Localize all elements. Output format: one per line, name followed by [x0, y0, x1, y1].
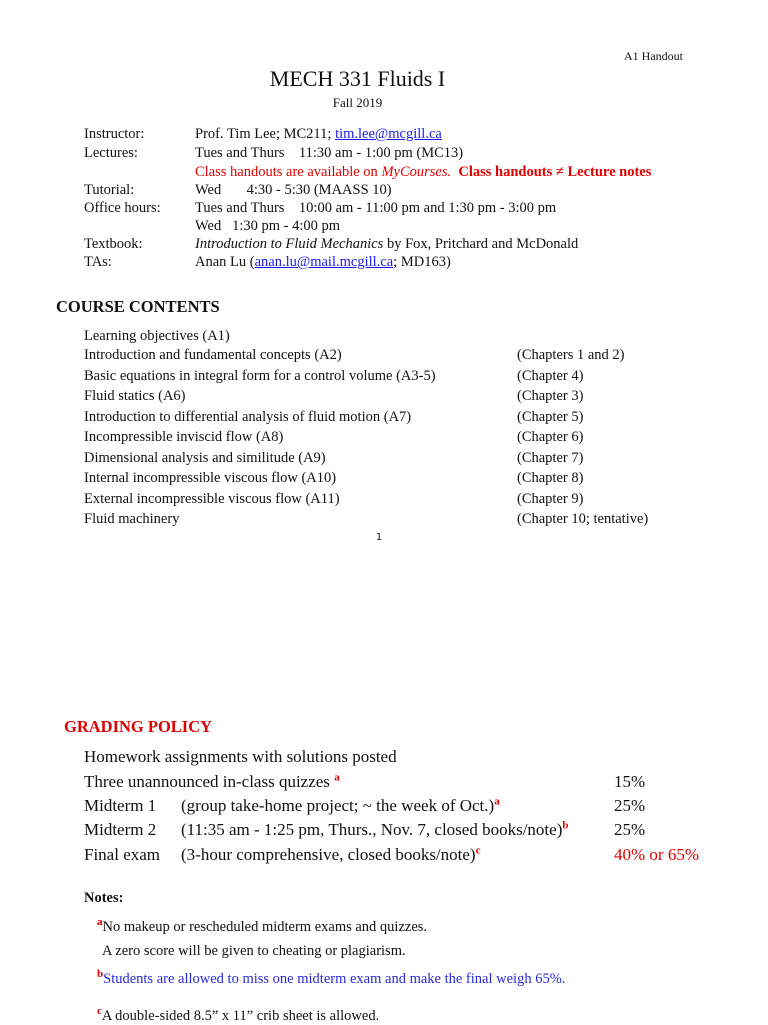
instructor-email-link[interactable]: tim.lee@mcgill.ca — [335, 126, 442, 142]
note-a-line2: A zero score will be given to cheating or plagiarism. — [102, 943, 406, 959]
note-c — [97, 1005, 380, 1025]
course-topic: Incompressible inviscid flow (A8) — [84, 429, 284, 445]
course-topic: Learning objectives (A1) — [84, 328, 230, 344]
tas-value — [195, 254, 451, 271]
course-chapter: (Chapter 5) — [517, 409, 584, 425]
note-b-text: Students are allowed to miss one midterm exam and make the final weigh 65%. — [103, 971, 566, 987]
page-number: 1 — [375, 532, 383, 543]
footnote-mark: b — [562, 819, 569, 832]
notes-heading: Notes: — [84, 890, 124, 906]
grading-percent: 25% — [614, 820, 646, 839]
grading-item-quizzes — [84, 772, 340, 792]
ta-office: ; MD163) — [393, 254, 451, 270]
grading-detail-text: (3-hour comprehensive, closed books/note) — [181, 845, 476, 864]
course-topic: Internal incompressible viscous flow (A10) — [84, 470, 337, 486]
footnote-mark: a — [334, 771, 340, 784]
course-topic: Fluid machinery — [84, 511, 180, 527]
note-a-line1: No makeup or rescheduled midterm exams and quizzes. — [102, 919, 428, 935]
grading-policy-heading: GRADING POLICY — [64, 717, 213, 736]
handout-label: A1 Handout — [624, 49, 683, 63]
textbook-label: Textbook: — [84, 236, 143, 252]
course-chapter: (Chapter 10; tentative) — [517, 511, 649, 527]
instructor-text: Prof. Tim Lee; MC211; — [195, 126, 336, 142]
course-chapter: (Chapters 1 and 2) — [517, 347, 625, 363]
grading-detail-text: (group take-home project; ~ the week of Oct.) — [181, 796, 495, 815]
grading-item-detail — [181, 820, 568, 840]
handouts-bold-a: Class handouts — [458, 164, 553, 180]
course-chapter: (Chapter 8) — [517, 470, 584, 486]
term-label: Fall 2019 — [332, 95, 383, 110]
grading-percent: 40% or 65% — [614, 845, 699, 864]
grading-item-homework: Homework assignments with solutions posted — [84, 747, 397, 766]
grading-percent: 25% — [614, 796, 646, 815]
instructor-label: Instructor: — [84, 126, 145, 142]
grading-item-final: Final exam — [84, 845, 161, 864]
footnote-mark: b — [97, 968, 104, 981]
course-chapter: (Chapter 9) — [517, 491, 584, 507]
office-hours-label: Office hours: — [84, 200, 161, 216]
document-title: MECH 331 Fluids I — [269, 66, 446, 91]
textbook-authors: by Fox, Pritchard and McDonald — [383, 236, 579, 252]
mycourses-text: MyCourses. — [381, 164, 452, 180]
course-topic: Introduction to differential analysis of fluid motion (A7) — [84, 409, 412, 425]
note-a — [97, 916, 428, 936]
textbook-value — [195, 236, 578, 253]
tutorial-value: Wed 4:30 - 5:30 (MAASS 10) — [195, 182, 392, 198]
footnote-mark: a — [97, 916, 103, 929]
course-topic: External incompressible viscous flow (A11) — [84, 491, 340, 507]
tutorial-label: Tutorial: — [84, 182, 135, 198]
course-chapter: (Chapter 4) — [517, 368, 584, 384]
course-topic: Basic equations in integral form for a control volume (A3-5) — [84, 368, 436, 384]
course-topic: Fluid statics (A6) — [84, 388, 186, 404]
footnote-mark: c — [475, 844, 481, 857]
office-hours-line1: Tues and Thurs 10:00 am - 11:00 pm and 1:30 pm - 3:00 pm — [195, 200, 557, 216]
lectures-label: Lectures: — [84, 145, 138, 161]
ta-name: Anan Lu ( — [195, 254, 255, 270]
textbook-title: Introduction to Fluid Mechanics — [195, 236, 384, 252]
course-chapter: (Chapter 7) — [517, 450, 584, 466]
footnote-mark: c — [97, 1005, 102, 1018]
footnote-mark: a — [494, 795, 500, 808]
course-topic: Dimensional analysis and similitude (A9) — [84, 450, 326, 466]
lectures-value: Tues and Thurs 11:30 am - 1:00 pm (MC13) — [195, 145, 464, 161]
course-chapter: (Chapter 3) — [517, 388, 584, 404]
grading-detail-text: (11:35 am - 1:25 pm, Thurs., Nov. 7, closed books/note) — [181, 820, 563, 839]
grading-item-midterm2: Midterm 2 — [84, 820, 157, 839]
grading-item-name: Three unannounced in-class quizzes — [84, 772, 335, 791]
course-contents-heading: COURSE CONTENTS — [56, 297, 220, 316]
not-equal-symbol: ≠ — [555, 164, 564, 180]
handouts-text: Class handouts are available on — [195, 164, 382, 180]
grading-item-detail — [181, 796, 500, 816]
office-hours-line2: Wed 1:30 pm - 4:00 pm — [195, 218, 341, 234]
handouts-notice — [195, 164, 651, 181]
tas-label: TAs: — [84, 254, 112, 270]
note-c-text: A double-sided 8.5” x 11” crib sheet is allowed. — [101, 1008, 380, 1024]
course-topic: Introduction and fundamental concepts (A2) — [84, 347, 342, 363]
ta-email-link[interactable]: anan.lu@mail.mcgill.ca — [254, 254, 394, 270]
grading-item-detail — [181, 845, 480, 865]
handouts-bold-b: Lecture notes — [567, 164, 652, 180]
grading-percent: 15% — [614, 772, 646, 791]
course-chapter: (Chapter 6) — [517, 429, 584, 445]
grading-item-midterm1: Midterm 1 — [84, 796, 157, 815]
instructor-value — [195, 126, 442, 143]
note-b — [97, 968, 566, 988]
